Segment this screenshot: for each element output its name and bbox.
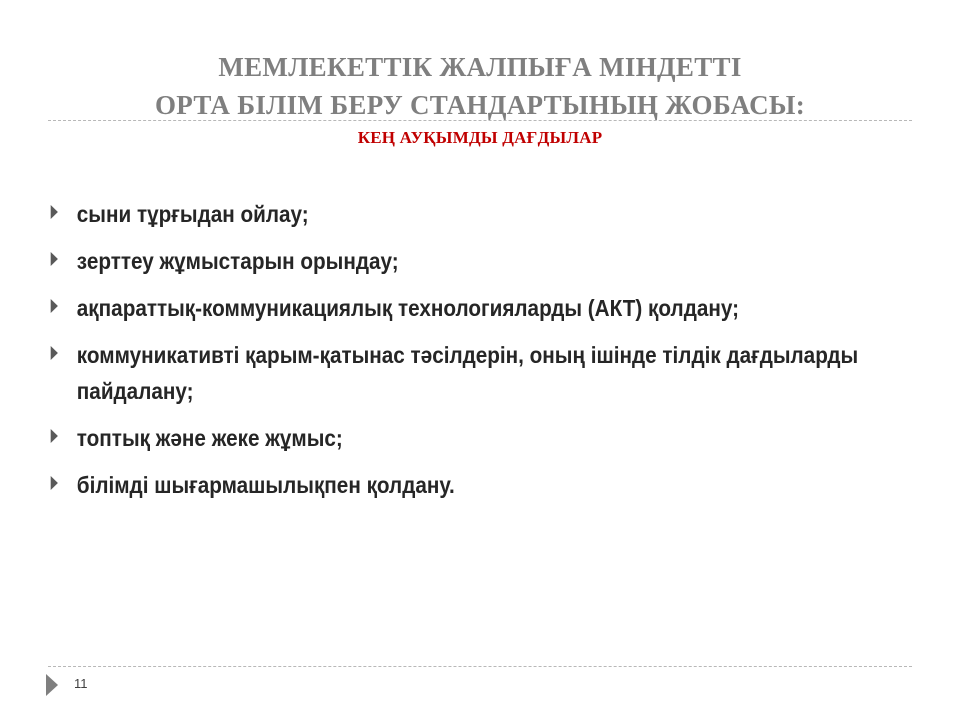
footer-divider xyxy=(48,666,912,667)
slide-title-line: МЕМЛЕКЕТТІК ЖАЛПЫҒА МІНДЕТТІ xyxy=(218,52,742,82)
slide-title xyxy=(0,48,960,124)
bullet-list xyxy=(48,196,878,514)
triangle-right-icon xyxy=(51,476,58,490)
bullet-text: сыни тұрғыдан ойлау; xyxy=(76,201,309,227)
bullet-item xyxy=(48,467,907,503)
triangle-right-icon xyxy=(51,299,58,313)
bullet-item xyxy=(48,290,907,326)
bullet-item xyxy=(48,420,907,456)
page-number: 11 xyxy=(74,676,88,691)
bullet-text: зерттеу жұмыстарын орындау; xyxy=(76,248,399,274)
bullet-item xyxy=(48,243,907,279)
slide-subtitle: КЕҢ АУҚЫМДЫ ДАҒДЫЛАР xyxy=(357,128,603,147)
bullet-text: коммуникативті қарым-қатынас тәсілдерін, оның ішінде тілдік дағдыларды пайдалану; xyxy=(76,342,859,404)
triangle-right-icon xyxy=(51,205,58,219)
title-divider xyxy=(48,120,912,121)
triangle-right-icon xyxy=(51,346,58,360)
triangle-right-icon xyxy=(51,252,58,266)
triangle-right-icon xyxy=(46,674,58,696)
bullet-text: топтық және жеке жұмыс; xyxy=(76,425,343,451)
bullet-text: ақпараттық-коммуникациялық технологияларды (АКТ) қолдану; xyxy=(76,295,739,321)
slide-title-line: ОРТА БІЛІМ БЕРУ СТАНДАРТЫНЫҢ ЖОБАСЫ: xyxy=(154,90,806,120)
triangle-right-icon xyxy=(51,429,58,443)
bullet-item xyxy=(48,196,907,232)
bullet-item xyxy=(48,337,907,409)
bullet-text: білімді шығармашылықпен қолдану. xyxy=(76,472,455,498)
